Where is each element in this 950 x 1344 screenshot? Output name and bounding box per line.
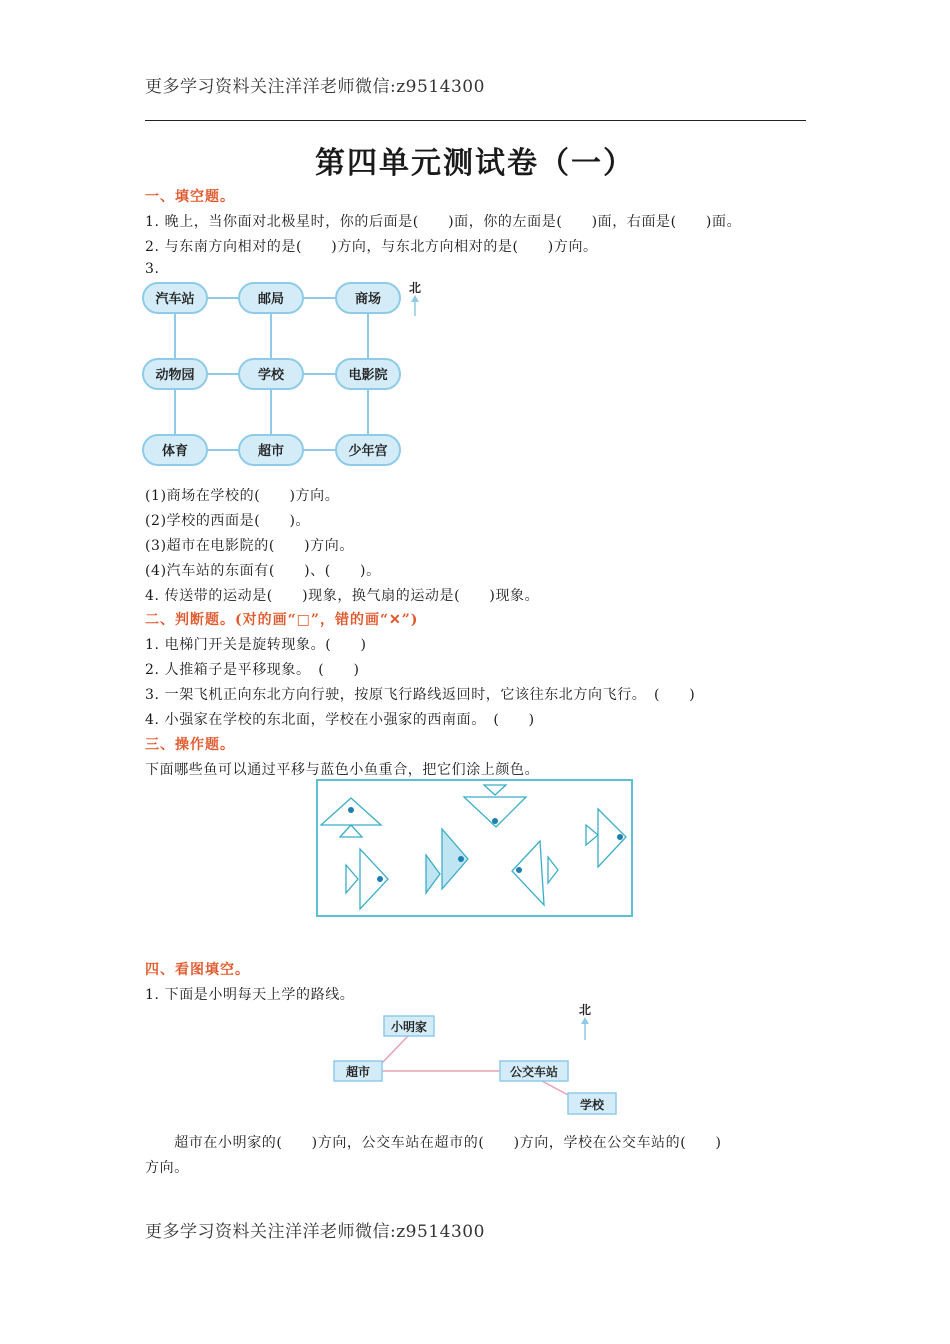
s2-question-4: 4. 小强家在学校的东北面，学校在小强家的西南面。 ( ): [145, 712, 535, 728]
s4-fill-line-2: 方向。: [145, 1160, 189, 1176]
section2-heading: 二、判断题。(对的画“□”，错的画“✕”): [145, 612, 419, 628]
s2-question-1: 1. 电梯门开关是旋转现象。( ): [145, 637, 367, 653]
footer-note: 更多学习资料关注洋洋老师微信:z9514300: [145, 1222, 485, 1242]
s1-question-4: 4. 传送带的运动是( )现象，换气扇的运动是( )现象。: [145, 588, 540, 604]
s1-sub-1: (1)商场在学校的( )方向。: [145, 488, 340, 504]
section3-heading: 三、操作题。: [145, 737, 235, 753]
s2-question-2: 2. 人推箱子是平移现象。 ( ): [145, 662, 360, 678]
section1-heading: 一、填空题。: [145, 189, 235, 205]
route-label: 超市: [345, 1065, 371, 1079]
header-note: 更多学习资料关注洋洋老师微信:z9514300: [145, 77, 485, 97]
s3-question: 下面哪些鱼可以通过平移与蓝色小鱼重合，把它们涂上颜色。: [145, 762, 540, 778]
route-diagram: [330, 1000, 630, 1120]
s1-sub-4: (4)汽车站的东面有( )、( )。: [145, 563, 381, 579]
city-map-diagram: [140, 278, 440, 468]
section4-heading: 四、看图填空。: [145, 962, 250, 978]
map-label: 汽车站: [155, 292, 195, 307]
north-arrow-icon: [581, 1017, 589, 1040]
north-label: 北: [408, 281, 422, 295]
s1-question-1: 1. 晚上，当你面对北极星时，你的后面是( )面，你的左面是( )面，右面是( )面。: [145, 214, 742, 230]
map-label: 商场: [354, 292, 382, 307]
s4-question-1: 1. 下面是小明每天上学的路线。: [145, 987, 355, 1003]
header-divider: [145, 120, 806, 121]
s1-sub-2: (2)学校的西面是( )。: [145, 513, 311, 529]
s1-question-2: 2. 与东南方向相对的是( )方向，与东北方向相对的是( )方向。: [145, 239, 598, 255]
map-label: 电影院: [348, 368, 388, 383]
s4-fill-line-1: 超市在小明家的( )方向，公交车站在超市的( )方向，学校在公交车站的( ): [145, 1135, 722, 1151]
map-label: 体育: [161, 444, 189, 459]
map-label: 邮局: [257, 292, 285, 307]
map-label: 超市: [257, 444, 285, 459]
map-label: 少年宫: [348, 444, 388, 459]
s1-question-3: 3.: [145, 261, 160, 277]
route-label: 小明家: [390, 1020, 428, 1034]
north-arrow-icon: [411, 295, 419, 316]
north-label: 北: [578, 1003, 592, 1017]
map-label: 学校: [257, 368, 285, 383]
route-label: 公交车站: [509, 1065, 559, 1079]
page-title: 第四单元测试卷（一）: [315, 146, 635, 181]
s1-sub-3: (3)超市在电影院的( )方向。: [145, 538, 354, 554]
route-label: 学校: [579, 1098, 605, 1112]
fish-figure: [316, 779, 634, 918]
map-label: 动物园: [155, 368, 195, 383]
s2-question-3: 3. 一架飞机正向东北方向行驶，按原飞行路线返回时，它该往东北方向飞行。 ( ): [145, 687, 696, 703]
